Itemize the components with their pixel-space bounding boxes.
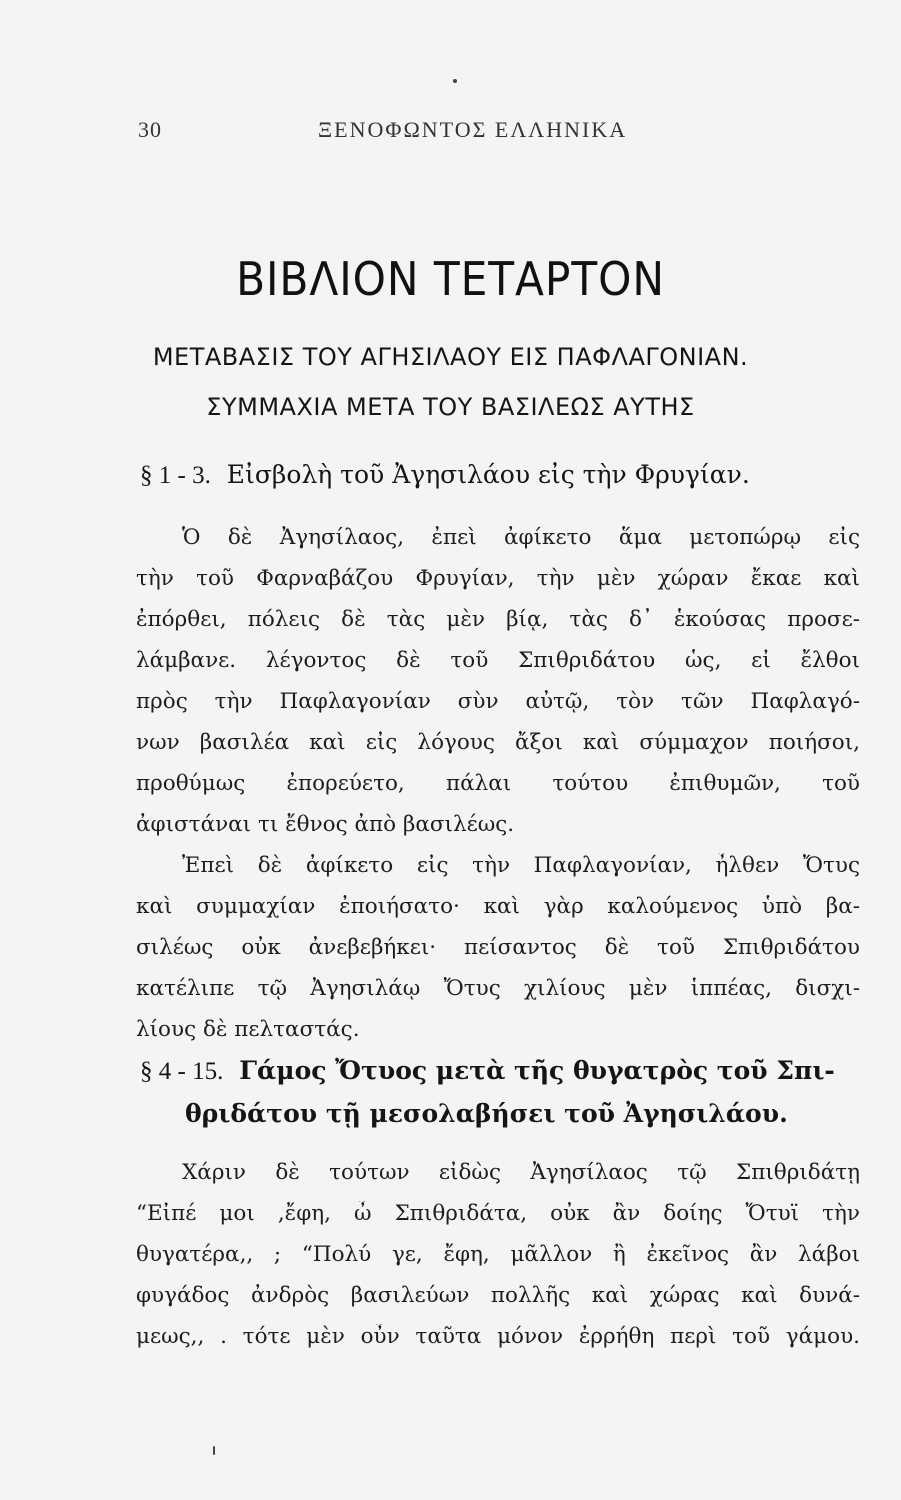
section-number: § 4 - 15. — [140, 1058, 224, 1085]
subtitle-line-2: ΣΥΜΜΑΧΙΑ ΜΕΤΑ ΤΟΥ ΒΑΣΙΛΕΩΣ ΑΥΤΗΣ — [206, 393, 695, 421]
book-title: ΒΙΒΛΙΟΝ ΤΕΤΑΡΤΟΝ — [236, 252, 665, 306]
paragraph-line: θυγατέρα,, ; “Πολύ γε, ἔφη, μᾶλλον ἢ ἐκεῖνος ἂν λάβοι — [136, 1242, 860, 1267]
section-heading-1 — [140, 460, 750, 490]
paragraph-line: προθύμως ἐπορεύετο, πάλαι τούτου ἐπιθυμῶν, τοῦ — [136, 771, 860, 796]
paragraph-line: Χάριν δὲ τούτων εἰδὼς Ἀγησίλαος τῷ Σπιθριδάτῃ — [182, 1160, 860, 1185]
section-number: § 1 - 3. — [140, 462, 211, 489]
paragraph-line: λίους δὲ πελταστάς. — [136, 1017, 360, 1042]
paragraph-line: τὴν τοῦ Φαρναβάζου Φρυγίαν, τὴν μὲν χώραν ἔκαε καὶ — [136, 566, 860, 591]
paragraph-line: μεως,, . τότε μὲν οὖν ταῦτα μόνον ἐρρήθη περὶ τοῦ γάμου. — [136, 1324, 860, 1349]
paragraph-line: ἐπόρθει, πόλεις δὲ τὰς μὲν βίᾳ, τὰς δ᾽ ἑκούσας προσε- — [136, 607, 860, 632]
page-number: 30 — [138, 117, 162, 142]
paragraph-line: Ἐπεὶ δὲ ἀφίκετο εἰς τὴν Παφλαγονίαν, ἦλθεν Ὄτυς — [182, 853, 860, 878]
section-heading-2 — [140, 1056, 835, 1086]
paragraph-line: καὶ συμμαχίαν ἐποιήσατο· καὶ γὰρ καλούμενος ὑπὸ βα- — [136, 894, 860, 919]
paragraph-line: πρὸς τὴν Παφλαγονίαν σὺν αὐτῷ, τὸν τῶν Παφλαγό- — [136, 689, 860, 714]
paragraph-line: “Εἰπέ μοι ,ἔφη, ὦ Σπιθριδάτα, οὐκ ἂν δοίης Ὄτυϊ τὴν — [136, 1201, 860, 1226]
running-title: ΞΕΝΟΦΩΝΤΟΣ ΕΛΛΗΝΙΚΑ — [318, 117, 628, 142]
paragraph-line: σιλέως οὐκ ἀνεβεβήκει· πείσαντος δὲ τοῦ Σπιθριδάτου — [136, 935, 860, 960]
paragraph-line: λάμβανε. λέγοντος δὲ τοῦ Σπιθριδάτου ὡς, εἰ ἔλθοι — [136, 648, 860, 673]
running-head — [138, 117, 858, 147]
paragraph-line: ἀφιστάναι τι ἔθνος ἀπὸ βασιλέως. — [136, 812, 515, 837]
section-title-line-2: θριδάτου τῇ μεσολαβήσει τοῦ Ἀγησιλάου. — [185, 1099, 788, 1128]
paragraph-line: φυγάδος ἀνδρὸς βασιλεύων πολλῆς καὶ χώρας καὶ δυνά- — [136, 1283, 860, 1308]
paragraph-line: νων βασιλέα καὶ εἰς λόγους ἄξοι καὶ σύμμαχον ποιήσοι, — [136, 730, 860, 755]
paragraph-line: κατέλιπε τῷ Ἀγησιλάῳ Ὄτυς χιλίους μὲν ἱππέας, δισχι- — [136, 976, 860, 1001]
print-speck — [213, 1446, 215, 1455]
section-title-line-1: Γάμος Ὄτυος μετὰ τῆς θυγατρὸς τοῦ Σπι- — [239, 1056, 835, 1085]
paragraph-line: Ὁ δὲ Ἀγησίλαος, ἐπεὶ ἀφίκετο ἅμα μετοπώρῳ εἰς — [182, 525, 860, 550]
section-title: Εἰσβολὴ τοῦ Ἀγησιλάου εἰς τὴν Φρυγίαν. — [226, 460, 750, 489]
print-speck — [453, 79, 457, 83]
subtitle-line-1: ΜΕΤΑΒΑΣΙΣ ΤΟΥ ΑΓΗΣΙΛΑΟΥ ΕΙΣ ΠΑΦΛΑΓΟΝΙΑΝ. — [152, 343, 749, 371]
section-heading-2-continued — [185, 1099, 788, 1128]
